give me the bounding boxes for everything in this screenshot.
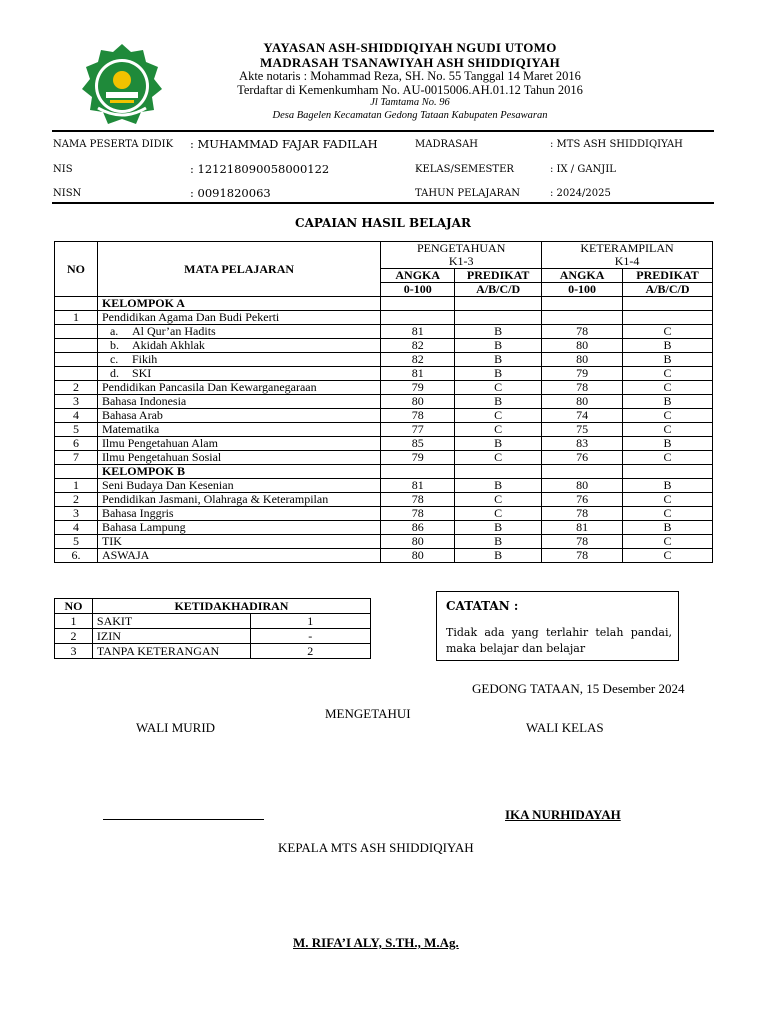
absence-type: SAKIT xyxy=(92,614,250,629)
header-address: Desa Bagelen Kecamatan Gedong Tataan Kabupaten Pesawaran xyxy=(272,110,548,121)
madrasah-logo-icon xyxy=(76,42,168,128)
col-knowledge-header: PENGETAHUAN xyxy=(381,242,542,256)
kelas-value: : IX / GANJIL xyxy=(550,164,616,175)
row-subject: Pendidikan Jasmani, Olahraga & Keterampilan xyxy=(97,493,380,507)
table-row xyxy=(55,535,713,549)
absence-no: 3 xyxy=(55,644,93,659)
row-knowledge-grade: C xyxy=(455,381,542,395)
table-row xyxy=(55,479,713,493)
table-row xyxy=(55,339,713,353)
col-skill-header: KETERAMPILAN xyxy=(542,242,713,256)
table-row xyxy=(55,381,713,395)
table-row xyxy=(55,507,713,521)
row-no: 6. xyxy=(55,549,98,563)
table-row xyxy=(55,367,713,381)
note-title: CATATAN : xyxy=(446,599,519,613)
row-skill-grade: B xyxy=(623,353,713,367)
principal-name: M. RIFA’I ALY, S.TH., M.Ag. xyxy=(293,935,459,950)
row-skill-score: 76 xyxy=(542,493,623,507)
row-sub-name: Fikih xyxy=(131,352,158,366)
row-skill-grade: C xyxy=(623,507,713,521)
row-skill-grade: C xyxy=(623,493,713,507)
table-row xyxy=(55,353,713,367)
row-no xyxy=(55,367,98,381)
row-knowledge-grade: C xyxy=(455,493,542,507)
col-skill-score-header: ANGKA xyxy=(542,269,623,283)
row-knowledge-score: 85 xyxy=(381,437,455,451)
row-skill-score: 80 xyxy=(542,339,623,353)
col-knowledge-scale: A/B/C/D xyxy=(455,283,542,297)
group-row xyxy=(55,465,713,479)
col-knowledge-range: 0-100 xyxy=(381,283,455,297)
row-skill-grade: C xyxy=(623,549,713,563)
homeroom-label: WALI KELAS xyxy=(526,720,604,735)
absence-count: 1 xyxy=(250,614,370,629)
row-knowledge-score: 77 xyxy=(381,423,455,437)
row-skill-grade: C xyxy=(623,367,713,381)
absence-count: - xyxy=(250,629,370,644)
section-title: CAPAIAN HASIL BELAJAR xyxy=(295,216,471,230)
row-no: 7 xyxy=(55,451,98,465)
table-row xyxy=(55,521,713,535)
row-knowledge-score: 86 xyxy=(381,521,455,535)
row-no xyxy=(55,353,98,367)
table-row xyxy=(55,614,371,629)
row-skill-score: 80 xyxy=(542,395,623,409)
row-no: 4 xyxy=(55,409,98,423)
row-knowledge-score: 81 xyxy=(381,367,455,381)
row-sub-name: SKI xyxy=(131,366,152,380)
row-knowledge-grade: C xyxy=(455,451,542,465)
row-knowledge-score: 81 xyxy=(381,479,455,493)
row-no xyxy=(55,339,98,353)
row-knowledge-score: 81 xyxy=(381,325,455,339)
row-knowledge-score: 79 xyxy=(381,381,455,395)
col-skill-grade-header: PREDIKAT xyxy=(623,269,713,283)
row-no: 1 xyxy=(55,479,98,493)
row-subject xyxy=(97,367,380,381)
col-skill-code: K1-4 xyxy=(542,255,713,269)
table-row xyxy=(55,325,713,339)
table-row xyxy=(55,437,713,451)
col-skill-range: 0-100 xyxy=(542,283,623,297)
tahun-label: TAHUN PELAJARAN xyxy=(415,188,521,199)
row-subject: Pendidikan Agama Dan Budi Pekerti xyxy=(97,311,380,325)
row-skill-score: 80 xyxy=(542,479,623,493)
row-skill-score: 78 xyxy=(542,535,623,549)
row-subject: Ilmu Pengetahuan Sosial xyxy=(97,451,380,465)
row-knowledge-grade: B xyxy=(455,521,542,535)
row-skill-score: 74 xyxy=(542,409,623,423)
row-skill-grade: B xyxy=(623,521,713,535)
row-skill-score: 78 xyxy=(542,381,623,395)
row-knowledge-score: 80 xyxy=(381,395,455,409)
absence-type: IZIN xyxy=(92,629,250,644)
row-subject: Pendidikan Pancasila Dan Kewarganegaraan xyxy=(97,381,380,395)
row-subject: Bahasa Arab xyxy=(97,409,380,423)
row-skill-grade: B xyxy=(623,479,713,493)
kelas-label: KELAS/SEMESTER xyxy=(415,164,514,175)
table-row xyxy=(55,629,371,644)
table-row xyxy=(55,409,713,423)
table-row xyxy=(55,395,713,409)
row-knowledge-grade xyxy=(455,311,542,325)
row-skill-grade: B xyxy=(623,395,713,409)
table-row xyxy=(55,644,371,659)
row-knowledge-grade: B xyxy=(455,339,542,353)
group-row xyxy=(55,297,713,311)
col-skill-scale: A/B/C/D xyxy=(623,283,713,297)
madrasah-value: : MTS ASH SHIDDIQIYAH xyxy=(550,139,683,150)
row-skill-score: 81 xyxy=(542,521,623,535)
row-subject: TIK xyxy=(97,535,380,549)
row-no: 1 xyxy=(55,311,98,325)
homeroom-teacher-name: IKA NURHIDAYAH xyxy=(505,807,621,822)
row-skill-score: 78 xyxy=(542,549,623,563)
row-subject xyxy=(97,325,380,339)
col-knowledge-code: K1-3 xyxy=(381,255,542,269)
principal-title: KEPALA MTS ASH SHIDDIQIYAH xyxy=(278,840,474,855)
row-knowledge-grade: C xyxy=(455,507,542,521)
row-no: 6 xyxy=(55,437,98,451)
row-sub-letter: a. xyxy=(109,324,119,338)
header-registration: Terdaftar di Kemenkumham No. AU-0015006.AH.01.12 Tahun 2016 xyxy=(237,83,583,97)
row-no xyxy=(55,325,98,339)
row-no: 5 xyxy=(55,535,98,549)
row-no: 4 xyxy=(55,521,98,535)
table-row xyxy=(55,451,713,465)
parent-signature-line xyxy=(103,819,264,820)
col-subject-header: MATA PELAJARAN xyxy=(97,242,380,297)
table-row xyxy=(55,549,713,563)
row-skill-score: 79 xyxy=(542,367,623,381)
row-no: 3 xyxy=(55,507,98,521)
row-knowledge-grade: B xyxy=(455,549,542,563)
acknowledge-label: MENGETAHUI xyxy=(325,706,411,721)
row-sub-letter: d. xyxy=(109,366,119,380)
madrasah-label: MADRASAH xyxy=(415,139,479,150)
grades-body xyxy=(55,297,713,563)
row-knowledge-score: 82 xyxy=(381,353,455,367)
row-subject: Bahasa Inggris xyxy=(97,507,380,521)
row-sub-letter: b. xyxy=(109,338,119,352)
absence-body xyxy=(55,614,371,659)
row-skill-score: 80 xyxy=(542,353,623,367)
nisn-value: : 0091820063 xyxy=(190,186,271,200)
row-skill-grade: C xyxy=(623,535,713,549)
row-skill-score xyxy=(542,311,623,325)
info-divider xyxy=(52,202,714,204)
row-skill-grade: C xyxy=(623,325,713,339)
name-label: NAMA PESERTA DIDIK xyxy=(53,139,174,150)
row-knowledge-grade: B xyxy=(455,353,542,367)
note-body: Tidak ada yang terlahir telah pandai, maka belajar dan belajar xyxy=(446,626,672,655)
header-notary: Akte notaris : Mohammad Reza, SH. No. 55 Tanggal 14 Maret 2016 xyxy=(239,69,581,83)
nisn-label: NISN xyxy=(53,188,82,199)
row-knowledge-grade: B xyxy=(455,479,542,493)
header-divider xyxy=(52,130,714,132)
header-school-name: MADRASAH TSANAWIYAH ASH SHIDDIQIYAH xyxy=(259,55,561,70)
row-subject: Bahasa Lampung xyxy=(97,521,380,535)
row-knowledge-score: 82 xyxy=(381,339,455,353)
row-knowledge-grade: B xyxy=(455,367,542,381)
row-knowledge-grade: B xyxy=(455,395,542,409)
header-street: Jl Tamtama No. 96 xyxy=(370,97,450,108)
tahun-value: : 2024/2025 xyxy=(550,188,611,199)
row-skill-grade xyxy=(623,311,713,325)
absence-no: 1 xyxy=(55,614,93,629)
row-sub-name: Al Qur’an Hadits xyxy=(131,324,216,338)
row-skill-grade: C xyxy=(623,409,713,423)
row-no: 3 xyxy=(55,395,98,409)
table-row xyxy=(55,423,713,437)
absence-type: TANPA KETERANGAN xyxy=(92,644,250,659)
group-label: KELOMPOK A xyxy=(97,297,380,311)
row-knowledge-grade: C xyxy=(455,423,542,437)
absence-count: 2 xyxy=(250,644,370,659)
group-label: KELOMPOK B xyxy=(97,465,380,479)
absence-no: 2 xyxy=(55,629,93,644)
grades-table xyxy=(54,241,713,563)
row-skill-grade: C xyxy=(623,381,713,395)
row-subject xyxy=(97,353,380,367)
absence-no-header: NO xyxy=(55,599,93,614)
row-knowledge-score: 78 xyxy=(381,493,455,507)
row-subject: Seni Budaya Dan Kesenian xyxy=(97,479,380,493)
row-skill-grade: C xyxy=(623,451,713,465)
row-knowledge-grade: C xyxy=(455,409,542,423)
row-subject: Matematika xyxy=(97,423,380,437)
col-knowledge-grade-header: PREDIKAT xyxy=(455,269,542,283)
row-sub-letter: c. xyxy=(109,352,119,366)
row-knowledge-grade: B xyxy=(455,325,542,339)
row-skill-score: 75 xyxy=(542,423,623,437)
row-knowledge-grade: B xyxy=(455,535,542,549)
table-row xyxy=(55,311,713,325)
nis-label: NIS xyxy=(53,164,73,175)
note-box xyxy=(436,591,679,661)
row-knowledge-score: 78 xyxy=(381,409,455,423)
row-skill-grade: C xyxy=(623,423,713,437)
row-subject: ASWAJA xyxy=(97,549,380,563)
row-knowledge-grade: B xyxy=(455,437,542,451)
header-foundation-name: YAYASAN ASH-SHIDDIQIYAH NGUDI UTOMO xyxy=(263,40,557,55)
nis-value: : 121218090058000122 xyxy=(190,162,330,176)
row-subject: Bahasa Indonesia xyxy=(97,395,380,409)
absence-table xyxy=(54,598,371,659)
place-date: GEDONG TATAAN, 15 Desember 2024 xyxy=(472,681,685,696)
row-knowledge-score xyxy=(381,311,455,325)
table-row xyxy=(55,493,713,507)
row-no: 2 xyxy=(55,493,98,507)
row-skill-score: 78 xyxy=(542,507,623,521)
row-knowledge-score: 80 xyxy=(381,549,455,563)
row-no: 2 xyxy=(55,381,98,395)
row-knowledge-score: 78 xyxy=(381,507,455,521)
row-subject xyxy=(97,339,380,353)
absence-title-header: KETIDAKHADIRAN xyxy=(92,599,370,614)
row-sub-name: Akidah Akhlak xyxy=(131,338,205,352)
row-skill-score: 78 xyxy=(542,325,623,339)
name-value: : MUHAMMAD FAJAR FADILAH xyxy=(190,137,378,151)
row-skill-grade: B xyxy=(623,437,713,451)
col-knowledge-score-header: ANGKA xyxy=(381,269,455,283)
row-skill-score: 83 xyxy=(542,437,623,451)
row-skill-score: 76 xyxy=(542,451,623,465)
row-skill-grade: B xyxy=(623,339,713,353)
parent-label: WALI MURID xyxy=(136,720,216,735)
row-knowledge-score: 79 xyxy=(381,451,455,465)
row-no: 5 xyxy=(55,423,98,437)
col-no-header: NO xyxy=(55,242,98,297)
row-knowledge-score: 80 xyxy=(381,535,455,549)
row-subject: Ilmu Pengetahuan Alam xyxy=(97,437,380,451)
